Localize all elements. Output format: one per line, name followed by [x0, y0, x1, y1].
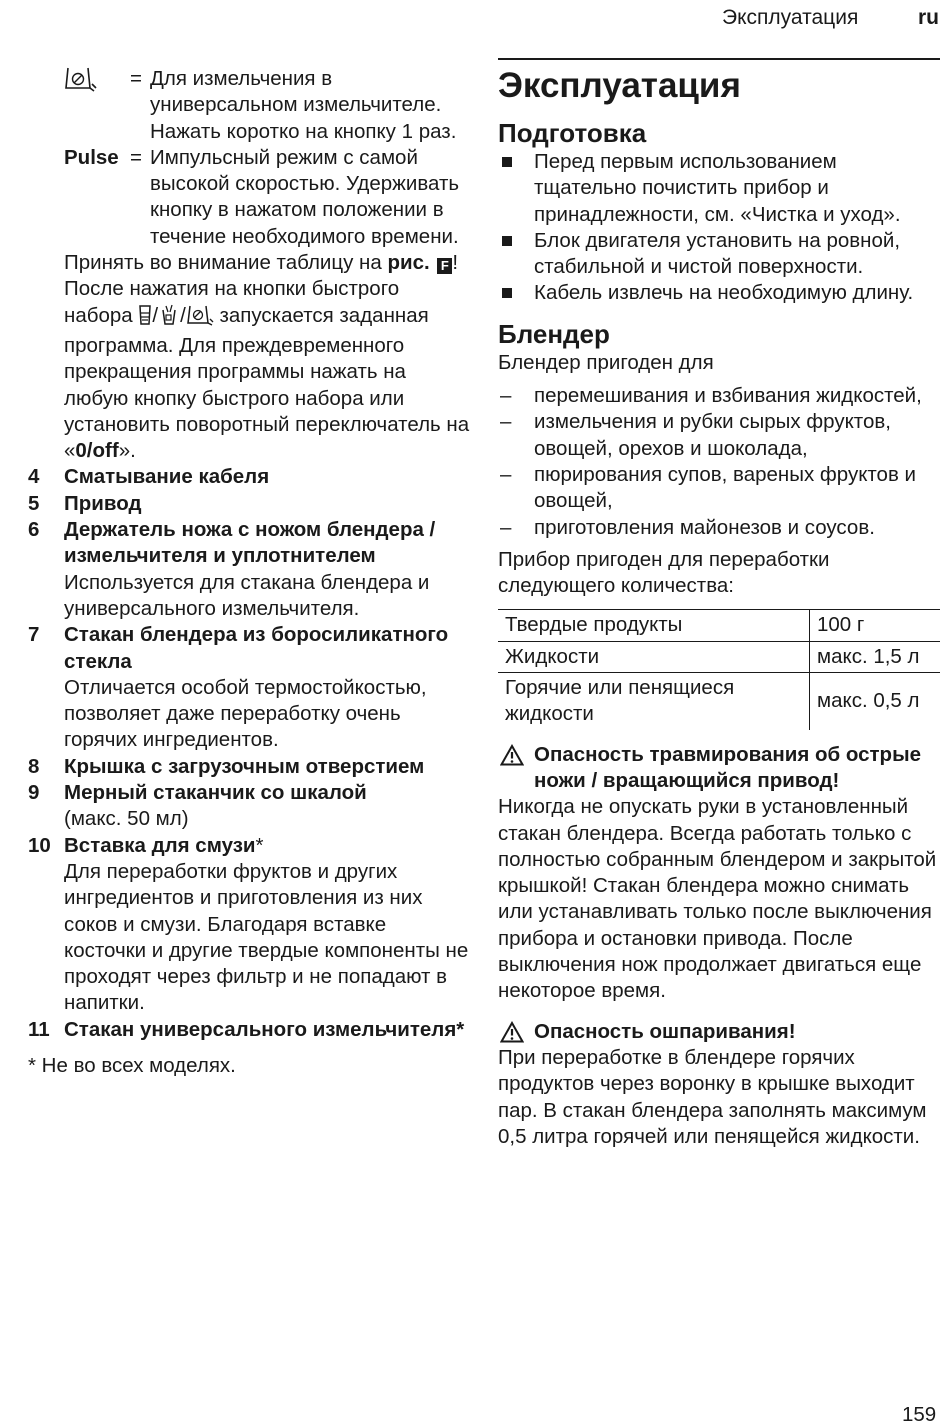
list-item: [498, 280, 940, 306]
note-text: Принять во внимание таблицу на: [64, 251, 382, 275]
quick-note-text-2: запускается заданная программа. Для преждевременного прекращения программы нажать на любую кнопку быстрого набора или установить поворотный переключатель на «: [64, 303, 470, 463]
equals-sign: =: [130, 145, 142, 169]
list-item: [498, 462, 940, 515]
warning-title: Опасность травмирования об острые ножи / вращающийся привод!: [534, 742, 921, 792]
list-item: [28, 780, 473, 833]
dash-bullet: –: [500, 410, 512, 434]
table-cell: Твердые продукты: [505, 613, 683, 637]
item-number: 6: [28, 518, 40, 542]
square-bullet: [502, 157, 512, 167]
left-column: [28, 66, 473, 1079]
list-item-text: измельчения и рубки сырых фруктов, овощей, орехов и шоколада,: [534, 410, 891, 460]
pulse-mode-description: Импульсный режим с самой высокой скоростью. Удерживать кнопку в нажатом положении в течение необходимого времени.: [150, 145, 460, 248]
ice-crush-program-icon: [158, 304, 180, 333]
warning-title: Опасность ошпаривания!: [534, 1019, 796, 1043]
slash: /: [180, 303, 186, 327]
list-item: [28, 622, 473, 753]
item-description: Отличается особой термостойкостью, позволяет даже переработку очень горячих ингредиентов.: [64, 675, 427, 752]
dash-bullet: –: [500, 384, 512, 408]
chopper-mode-icon: [64, 66, 98, 99]
capacity-intro: Прибор пригоден для переработки следующего количества:: [498, 547, 830, 598]
warning-heading-scald: [498, 1019, 940, 1045]
item-description: Используется для стакана блендера и универсального измельчителя.: [64, 570, 430, 620]
warning-heading-injury: [498, 742, 940, 795]
list-item-text: перемешивания и взбивания жидкостей,: [534, 384, 922, 408]
warning-triangle-icon: [500, 1021, 524, 1050]
page-header: [0, 0, 950, 62]
page-title: Эксплуатация: [498, 66, 741, 105]
language-code: ru: [918, 6, 939, 29]
list-item: [28, 464, 473, 490]
slash: /: [152, 303, 159, 327]
item-title: Держатель ножа с ножом блендера / измельчителя и уплотнителем: [64, 518, 436, 568]
list-item-text: Блок двигателя установить на ровной, стабильной и чистой поверхности.: [534, 228, 901, 279]
table-cell: Горячие или пенящиеся жидкости: [505, 676, 735, 726]
table-reference-note: [28, 250, 473, 276]
item-title: Мерный стаканчик со шкалой: [64, 781, 367, 805]
item-number: 5: [28, 491, 40, 515]
chopper-mode-description: Для измельчения в универсальном измельчителе. Нажать коротко на кнопку 1 раз.: [150, 67, 457, 143]
list-item: [498, 149, 940, 228]
item-description: Для переработки фруктов и других ингредиентов и приготовления из них соков и смузи. Благодаря вставке косточки и другие твердые компоненты не проходят через фильтр и не попадают в напитки.: [64, 859, 469, 1015]
list-item-text: Кабель извлечь на необходимую длину.: [534, 281, 914, 305]
chopper-program-icon: [186, 304, 214, 333]
running-header-title: Эксплуатация: [722, 6, 859, 29]
list-item-text: приготовления майонезов и соусов.: [534, 515, 875, 539]
table-row: [498, 610, 940, 641]
footnote: * Не во всех моделях.: [28, 1053, 236, 1077]
square-bullet: [502, 236, 512, 246]
table-cell: макс. 1,5 л: [810, 641, 941, 672]
item-number: 7: [28, 623, 40, 647]
dash-bullet: –: [500, 462, 512, 486]
list-item: [498, 383, 940, 409]
figure-f-icon: F: [437, 258, 452, 274]
list-item-text: Перед первым использованием тщательно почистить прибор и принадлежности, см. «Чистка и уход».: [534, 150, 901, 226]
item-number: 9: [28, 781, 40, 805]
item-number: 10: [28, 833, 51, 857]
section-heading-preparation: Подготовка: [498, 118, 647, 148]
page-number: 159: [902, 1403, 937, 1426]
mode-pulse-row: [28, 145, 473, 250]
item-title: Сматывание кабеля: [64, 465, 270, 489]
table-cell: Жидкости: [505, 644, 600, 668]
list-item: [28, 1017, 473, 1043]
table-cell: макс. 0,5 л: [810, 673, 941, 730]
header-rule: [498, 58, 940, 60]
warning-text-injury: Никогда не опускать руки в установленный стакан блендера. Всегда работать только с полностью собранным блендером и закрытой крышкой! Стакан блендера можно снимать или устанавливать только после выключения прибора и остановки привода. После выключения нож продолжает двигаться еще некоторое время.: [498, 795, 937, 1003]
mode-chopper-row: [28, 66, 473, 145]
square-bullet: [502, 288, 512, 298]
list-item: [28, 491, 473, 517]
item-title: Стакан универсального измельчителя*: [64, 1017, 465, 1041]
smoothie-program-icon: [138, 304, 152, 333]
optional-marker: *: [255, 833, 264, 857]
warning-text-scald: При переработке в блендере горячих продуктов через воронку в крышке выходит пар. В стакан блендера заполнять максимум 0,5 литра горячей или пенящейся жидкости.: [498, 1045, 927, 1148]
table-row: [498, 641, 940, 672]
item-number: 8: [28, 754, 40, 778]
dash-bullet: –: [500, 515, 512, 539]
pulse-key-label: Pulse: [64, 145, 119, 169]
list-item: [28, 833, 473, 1017]
warning-triangle-icon: [500, 744, 524, 773]
item-title: Вставка для смузи: [64, 833, 256, 857]
item-title: Привод: [64, 491, 142, 515]
quick-note-text: После нажатия на кнопки быстрого набора: [64, 277, 400, 327]
item-number: 11: [28, 1017, 50, 1041]
preparation-list: [498, 149, 940, 307]
off-position-label: 0/off: [75, 439, 119, 463]
blender-intro: Блендер пригоден для: [498, 350, 714, 374]
list-item-text: пюрирования супов, вареных фруктов и овощей,: [534, 462, 916, 513]
note-end: !: [452, 251, 459, 275]
item-title: Крышка с загрузочным отверстием: [64, 754, 425, 778]
blender-uses-list: [498, 383, 940, 541]
equals-sign: =: [130, 67, 142, 90]
list-item: [28, 754, 473, 780]
figure-reference: рис.: [387, 251, 430, 275]
right-column: [498, 62, 940, 1150]
list-item: [498, 515, 940, 541]
item-number: 4: [28, 465, 40, 489]
list-item: [498, 409, 940, 462]
table-row: [498, 673, 940, 730]
table-cell: 100 г: [810, 610, 941, 641]
item-title: Стакан блендера из боросиликатного стекла: [64, 623, 449, 673]
list-item: [498, 228, 940, 281]
section-heading-blender: Блендер: [498, 318, 610, 349]
capacity-table: [498, 609, 940, 729]
list-item: [28, 517, 473, 622]
quick-note-end: ».: [118, 439, 136, 463]
quick-select-note: [28, 276, 473, 464]
item-description: (макс. 50 мл): [64, 807, 189, 831]
